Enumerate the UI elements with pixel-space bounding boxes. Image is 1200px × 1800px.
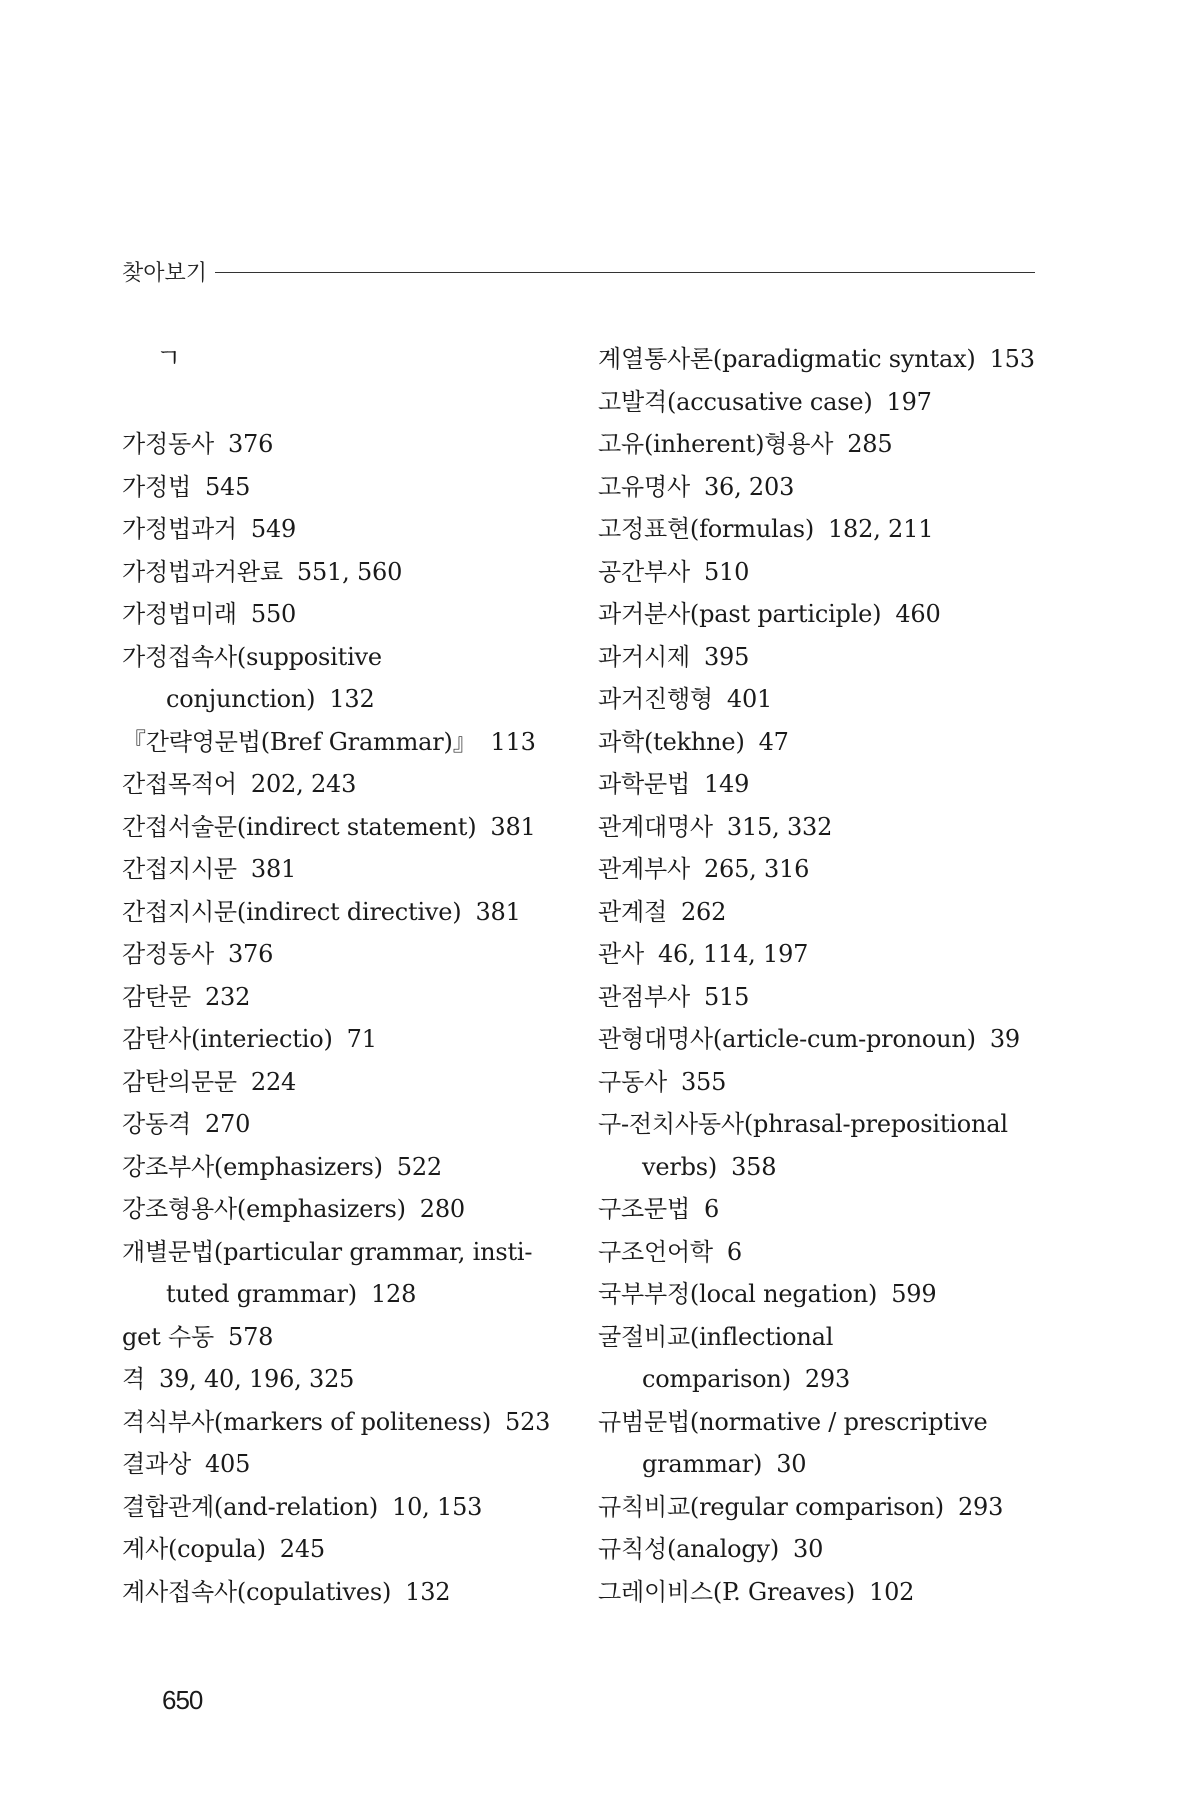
index-term: 개별문법(particular grammar, insti- tuted grammar) [122, 1237, 540, 1308]
index-term: 격식부사(markers of politeness) [122, 1407, 492, 1436]
index-entry [122, 1528, 592, 1571]
index-pages: 132 [329, 685, 375, 713]
section-letter: ㄱ [156, 344, 182, 374]
index-entry [122, 1231, 592, 1316]
index-term: 감탄사(interiectio) [122, 1025, 333, 1053]
index-term: 규칙성(analogy) [598, 1535, 779, 1563]
index-entry [598, 1316, 1038, 1401]
index-term: 강조형용사(emphasizers) [122, 1195, 406, 1223]
index-entry [598, 1103, 1038, 1188]
index-pages: 36, 203 [703, 472, 795, 501]
index-entry [598, 891, 1038, 934]
index-pages: 376 [227, 430, 274, 458]
index-entry [598, 721, 1038, 764]
index-entry [122, 1358, 592, 1401]
index-term: 가정동사 [122, 430, 214, 458]
index-term: 관형대명사(article-cum-pronoun) [598, 1025, 976, 1053]
index-pages: 358 [731, 1152, 777, 1181]
index-term: 강조부사(emphasizers) [122, 1152, 383, 1181]
index-entry [122, 848, 592, 891]
index-pages: 551, 560 [296, 557, 403, 586]
index-entry [598, 1528, 1038, 1571]
index-pages: 46, 114, 197 [657, 940, 809, 968]
index-pages: 355 [680, 1067, 727, 1096]
index-pages: 599 [891, 1280, 937, 1308]
index-pages: 202, 243 [250, 770, 357, 798]
index-term: 과거진행형 [598, 685, 713, 713]
index-term: 공간부사 [598, 557, 690, 586]
index-term: 과거시제 [598, 642, 690, 671]
index-term: 가정법과거완료 [122, 557, 283, 586]
index-pages: 376 [227, 940, 274, 968]
index-pages: 39 [989, 1025, 1020, 1053]
index-entry [122, 1061, 592, 1104]
index-entry [598, 1061, 1038, 1104]
index-entry [598, 1273, 1038, 1316]
index-entry [598, 976, 1038, 1019]
index-pages: 550 [250, 600, 297, 628]
index-term: 강동격 [122, 1110, 191, 1138]
index-entry [598, 1401, 1038, 1486]
index-entry [598, 593, 1038, 636]
index-entry [598, 1486, 1038, 1529]
index-pages: 71 [346, 1025, 377, 1053]
index-pages: 265, 316 [703, 855, 810, 883]
index-entry [122, 933, 592, 976]
index-pages: 245 [279, 1535, 326, 1563]
index-entry [122, 806, 592, 849]
index-pages: 132 [405, 1577, 451, 1606]
index-pages: 549 [250, 515, 297, 543]
index-entry [598, 423, 1038, 466]
header-rule [215, 272, 1035, 273]
index-entry [598, 1188, 1038, 1231]
index-term: 감탄문 [122, 982, 191, 1011]
index-term: 고정표현(formulas) [598, 515, 814, 543]
index-term: 관계부사 [598, 855, 690, 883]
index-term: 격 [122, 1365, 145, 1393]
index-term: 규범문법(normative / prescriptive grammar) [598, 1407, 995, 1478]
index-entry [122, 1401, 592, 1444]
index-entry [122, 1571, 592, 1614]
index-entry [598, 381, 1038, 424]
index-term: 국부부정(local negation) [598, 1280, 878, 1308]
index-term: 굴절비교(inflectional comparison) [598, 1322, 841, 1393]
index-term: 구조언어학 [598, 1237, 713, 1266]
index-term: get 수동 [122, 1322, 215, 1351]
page-number: 650 [162, 1685, 203, 1715]
index-term: 관계절 [598, 897, 667, 926]
index-entry [122, 721, 592, 764]
index-term: 구동사 [598, 1067, 667, 1096]
index-entry [122, 423, 592, 466]
index-entry [122, 1443, 592, 1486]
index-pages: 6 [726, 1237, 742, 1266]
index-entry [122, 1486, 592, 1529]
index-term: 간접서술문(indirect statement) [122, 812, 477, 841]
index-term: 규칙비교(regular comparison) [598, 1492, 944, 1521]
index-pages: 545 [204, 472, 251, 501]
index-term: 관계대명사 [598, 812, 713, 841]
index-pages: 522 [396, 1152, 442, 1181]
index-term: 과거분사(past participle) [598, 600, 882, 628]
index-term: 그레이비스(P. Greaves) [598, 1577, 856, 1606]
index-term: 계사접속사(copulatives) [122, 1577, 392, 1606]
index-entry [598, 551, 1038, 594]
index-pages: 113 [490, 727, 536, 756]
index-term: 가정접속사(suppositive conjunction) [122, 642, 390, 713]
index-entry [598, 338, 1038, 381]
index-entry [598, 848, 1038, 891]
index-entry [122, 1103, 592, 1146]
index-pages: 47 [758, 727, 789, 756]
index-term: 감정동사 [122, 940, 214, 968]
index-pages: 182, 211 [827, 515, 934, 543]
index-pages: 401 [726, 685, 773, 713]
index-pages: 102 [869, 1577, 915, 1606]
index-term: 간접지시문(indirect directive) [122, 897, 462, 926]
index-pages: 515 [703, 982, 750, 1011]
running-header-title: 찾아보기 [122, 261, 208, 286]
index-entry [598, 636, 1038, 679]
index-term: 과학문법 [598, 770, 690, 798]
index-pages: 510 [703, 557, 750, 586]
index-pages: 395 [703, 642, 750, 671]
index-pages: 293 [957, 1492, 1004, 1521]
index-term: 가정법 [122, 472, 191, 501]
index-pages: 315, 332 [726, 812, 833, 841]
index-entry [598, 1571, 1038, 1614]
index-term: 고유(inherent)형용사 [598, 430, 834, 458]
index-entry [122, 1188, 592, 1231]
index-entry [122, 508, 592, 551]
index-pages: 149 [703, 770, 750, 798]
index-pages: 381 [490, 812, 536, 841]
index-term: 간접지시문 [122, 855, 237, 883]
index-term: 구조문법 [598, 1195, 690, 1223]
index-entry [598, 508, 1038, 551]
index-pages: 30 [793, 1535, 824, 1563]
index-entry-list-right [598, 338, 1038, 1613]
index-term: 관사 [598, 940, 644, 968]
index-entry [598, 806, 1038, 849]
index-entry [598, 1018, 1038, 1061]
index-pages: 405 [204, 1450, 251, 1478]
index-column-left [122, 338, 592, 1613]
index-term: 결과상 [122, 1450, 191, 1478]
index-term: 결합관계(and-relation) [122, 1492, 378, 1521]
index-pages: 10, 153 [392, 1492, 483, 1521]
index-pages: 128 [370, 1280, 417, 1308]
index-entry [122, 976, 592, 1019]
index-term: 『간략영문법(Bref Grammar)』 [122, 727, 477, 756]
index-pages: 39, 40, 196, 325 [158, 1365, 355, 1393]
index-term: 계열통사론(paradigmatic syntax) [598, 345, 976, 373]
index-pages: 262 [680, 897, 727, 926]
index-pages: 381 [475, 897, 521, 926]
index-pages: 6 [703, 1195, 720, 1223]
index-entry [598, 763, 1038, 806]
index-term: 가정법과거 [122, 515, 237, 543]
index-pages: 153 [989, 345, 1035, 373]
index-pages: 224 [250, 1067, 297, 1096]
index-term: 감탄의문문 [122, 1067, 237, 1096]
index-pages: 381 [250, 855, 297, 883]
index-entry [122, 1316, 592, 1359]
index-term: 고유명사 [598, 472, 690, 501]
index-entry [122, 593, 592, 636]
index-pages: 197 [886, 387, 932, 416]
index-entry [598, 933, 1038, 976]
index-entry [122, 1018, 592, 1061]
index-column-right [598, 338, 1038, 1613]
index-pages: 523 [505, 1407, 551, 1436]
index-pages: 460 [895, 600, 941, 628]
index-term: 간접목적어 [122, 770, 237, 798]
index-entry [122, 466, 592, 509]
index-pages: 232 [204, 982, 251, 1011]
index-pages: 578 [228, 1322, 274, 1351]
index-entry-list-left [122, 423, 592, 1613]
index-term: 가정법미래 [122, 600, 237, 628]
index-entry [598, 1231, 1038, 1274]
index-term: 계사(copula) [122, 1535, 266, 1563]
index-pages: 270 [204, 1110, 251, 1138]
index-entry [122, 891, 592, 934]
index-pages: 30 [776, 1450, 807, 1478]
index-entry [598, 678, 1038, 721]
index-entry [122, 636, 592, 721]
index-term: 고발격(accusative case) [598, 387, 873, 416]
index-pages: 280 [419, 1195, 465, 1223]
index-entry [122, 763, 592, 806]
index-entry [122, 551, 592, 594]
index-pages: 293 [804, 1365, 851, 1393]
index-entry [598, 466, 1038, 509]
index-entry [122, 1146, 592, 1189]
index-pages: 285 [847, 430, 893, 458]
index-term: 구-전치사동사(phrasal-prepositional verbs) [598, 1110, 1016, 1181]
running-header [122, 256, 1035, 287]
index-term: 관점부사 [598, 982, 690, 1011]
index-term: 과학(tekhne) [598, 727, 745, 756]
